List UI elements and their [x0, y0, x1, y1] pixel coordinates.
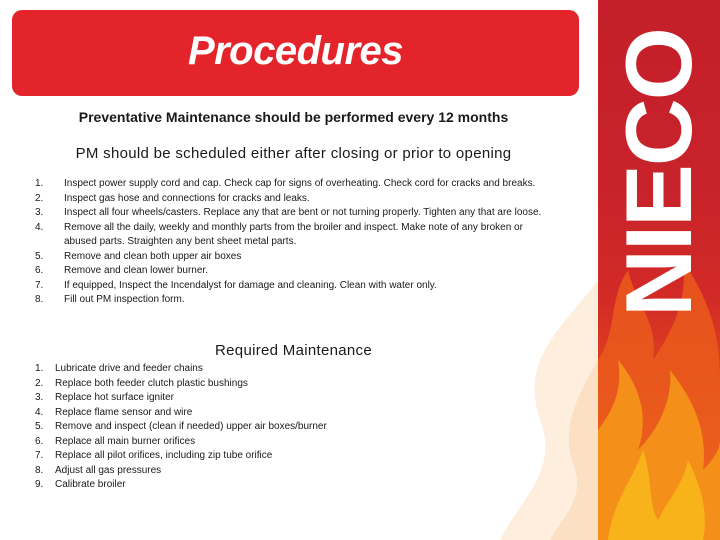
- list-item: 8. Fill out PM inspection form.: [35, 294, 185, 305]
- page-title: Procedures: [187, 28, 404, 73]
- list-item: 7. Replace all pilot orifices, including zip tube orifice: [35, 450, 273, 461]
- list-item: 5. Remove and inspect (clean if needed) upper air boxes/burner: [35, 421, 327, 432]
- list-item: 6. Replace all main burner orifices: [35, 435, 196, 447]
- list-item: 4. Replace flame sensor and wire: [35, 406, 193, 418]
- list-item: 1. Inspect power supply cord and cap. Check cap for signs of overheating. Check cord for cracks and breaks.: [35, 178, 536, 189]
- list-item: 2. Inspect gas hose and connections for cracks and leaks.: [35, 192, 310, 204]
- list-item: 5. Remove and clean both upper air boxes: [35, 250, 242, 262]
- list-item: 3. Inspect all four wheels/casters. Replace any that are bent or not turning properly. Tighten any that are loose.: [35, 207, 542, 218]
- list-item: 8. Adjust all gas pressures: [35, 464, 162, 476]
- list-item: 2. Replace both feeder clutch plastic bushings: [35, 377, 248, 389]
- list-item: 9. Calibrate broiler: [35, 479, 126, 490]
- list-item: 4. Remove all the daily, weekly and monthly parts from the broiler and inspect. Make note of any broken or abused parts. Straighten any bent sheet metal parts.: [35, 221, 523, 247]
- required-list: [35, 362, 435, 493]
- brand-side-panel: [598, 0, 720, 540]
- schedule-note: PM should be scheduled either after closing or prior to opening: [75, 145, 512, 162]
- required-maintenance-heading: Required Maintenance: [215, 342, 372, 359]
- pm-list: [35, 177, 555, 308]
- list-item: 1. Lubricate drive and feeder chains: [35, 363, 203, 374]
- title-banner: [12, 10, 579, 96]
- maintenance-frequency: Preventative Maintenance should be performed every 12 months: [78, 109, 509, 125]
- list-item: 7. If equipped, Inspect the Incendalyst for damage and cleaning. Clean with water only.: [35, 279, 437, 291]
- list-item: 6. Remove and clean lower burner.: [35, 265, 208, 276]
- list-item: 3. Replace hot surface igniter: [35, 392, 174, 403]
- brand-logo: NIECO: [606, 29, 711, 317]
